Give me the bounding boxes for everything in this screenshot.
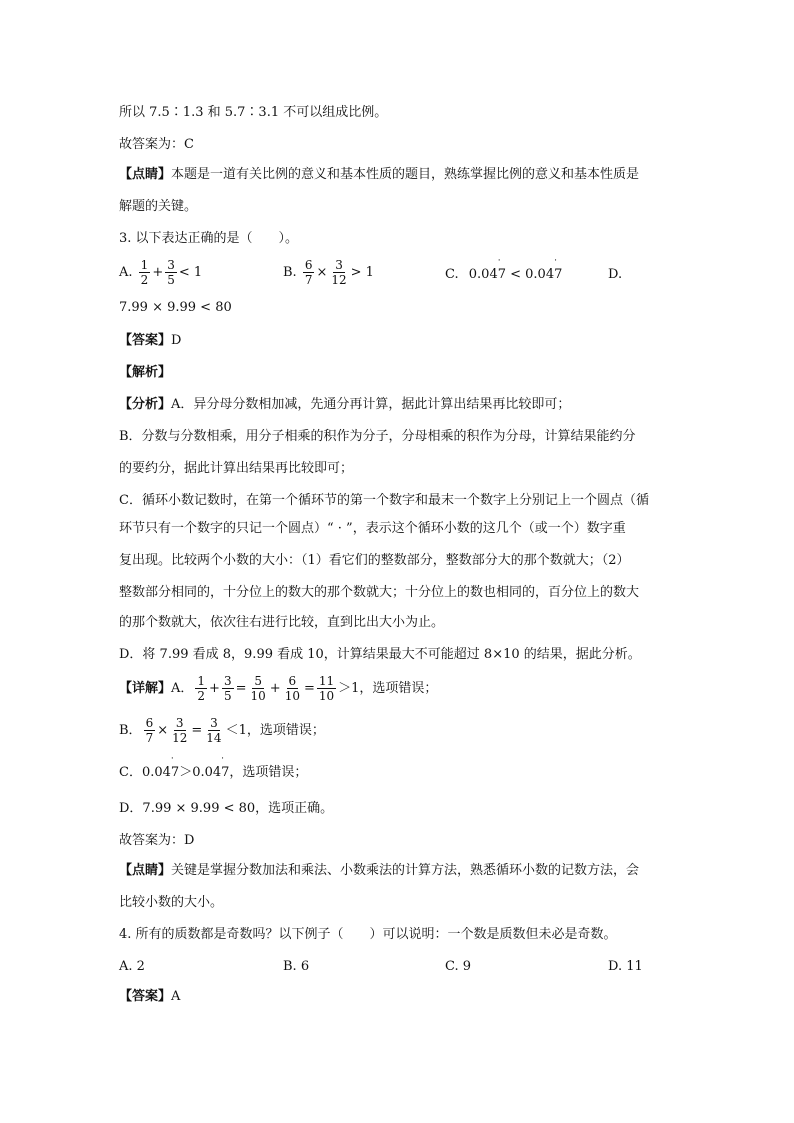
fraction: $\frac{3}{12}$ xyxy=(331,258,347,287)
option-c: C. 9 xyxy=(445,959,472,974)
fraction: $\frac{11}{10}$ xyxy=(318,674,335,703)
text-line xyxy=(119,166,639,184)
option-d: D. 11 xyxy=(608,959,643,974)
tag-answer: 【答案】 xyxy=(119,333,172,348)
answer-line xyxy=(119,988,180,1006)
tag-dianjing: 【点睛】 xyxy=(119,863,172,878)
detail-b: B． $\frac{6}{7}$ × $\frac{3}{12}$ = $\frac{3}{14}$ ＜1，选项错误； xyxy=(119,716,325,745)
text-line: 环节只有一个数字的只记一个圆点）“ · ”，表示这个循环小数的这几个（或一个）数字重 xyxy=(119,521,626,536)
text-line: 的那个数就大，依次往右进行比较，直到比出大小为止。 xyxy=(119,615,445,630)
detail-a: 【详解】A． $\frac{1}{2}$ + $\frac{3}{5}$ = $\frac{5}{10}$ + $\frac{6}{10}$ = $\frac{11}{10}$ ＞1，选项错误； xyxy=(119,674,438,703)
text-line: B．分数与分数相乘，用分子相乘的积作为分子，分母相乘的积作为分母，计算结果能约分 xyxy=(119,429,636,444)
text-line: 整数部分相同的，十分位上的数大的那个数就大；十分位上的数也相同的，百分位上的数大 xyxy=(119,585,640,600)
tag-xiangjie: 【详解】 xyxy=(119,681,172,696)
fraction: $\frac{6}{7}$ xyxy=(145,716,154,745)
fraction: $\frac{3}{14}$ xyxy=(206,716,222,745)
fraction: $\frac{5}{10}$ xyxy=(250,674,266,703)
option-label: A. xyxy=(119,265,133,280)
detail-d: D．7.99 × 9.99 < 80，选项正确。 xyxy=(119,801,334,816)
fraction: $\frac{6}{7}$ xyxy=(304,258,313,287)
option-label: B. xyxy=(283,265,297,280)
fraction: $\frac{1}{2}$ xyxy=(140,258,149,287)
option-b: B. $\frac{6}{7}$ × $\frac{3}{12}$ > 1 xyxy=(283,258,374,287)
repeating-digit: · 7 xyxy=(170,754,180,780)
repeating-digit: · 7 xyxy=(221,754,230,780)
tag-fenxi: 【分析】 xyxy=(119,397,172,412)
fraction: $\frac{6}{10}$ xyxy=(284,674,300,703)
text-line: 解题的关键。 xyxy=(119,199,198,214)
tag-answer: 【答案】 xyxy=(119,989,172,1004)
text-line: 故答案为：C xyxy=(119,137,194,152)
text-line: 的要约分，据此计算出结果再比较即可； xyxy=(119,461,354,476)
text-line: 复出现。比较两个小数的大小：（1）看它们的整数部分，整数部分大的那个数就大；（2） xyxy=(119,553,630,568)
answer-line xyxy=(119,332,181,350)
question-3: 3. 以下表达正确的是（ ）。 xyxy=(119,231,299,246)
fraction: $\frac{3}{5}$ xyxy=(223,674,232,703)
text-line: 故答案为：D xyxy=(119,833,195,848)
detail-c: C．0.04 · 7＞0.04 · 7，选项错误； xyxy=(119,754,308,780)
tag-dianjing: 【点睛】 xyxy=(119,167,172,182)
option-d-expression: 7.99 × 9.99 < 80 xyxy=(119,300,232,315)
option-a: A. $\frac{1}{2}$ + $\frac{3}{5}$ < 1 xyxy=(119,258,203,287)
text-line: D．将 7.99 看成 8，9.99 看成 10，计算结果最大不可能超过 8×10 的结果，据此分析。 xyxy=(119,647,641,662)
repeating-digit: · 7 xyxy=(497,256,506,282)
option-b: B. 6 xyxy=(283,959,310,974)
fraction: $\frac{1}{2}$ xyxy=(197,674,206,703)
text-line: 【分析】A．异分母分数相加减，先通分再计算，据此计算出结果再比较即可； xyxy=(119,397,571,412)
text-line: 【点睛】关键是掌握分数加法和乘法、小数乘法的计算方法，熟悉循环小数的记数方法，会 xyxy=(119,863,640,878)
option-label: C. xyxy=(445,267,459,282)
text-line: 比较小数的大小。 xyxy=(119,895,224,910)
question-4: 4. 所有的质数都是奇数吗？以下例子（ ）可以说明：一个数是质数但未必是奇数。 xyxy=(119,927,617,942)
answer-value: A xyxy=(171,989,181,1004)
option-c: C. 0.04 · 7 < 0.04 · 7 xyxy=(445,256,563,282)
fraction: $\frac{3}{5}$ xyxy=(167,258,175,287)
text-line: 所以 7.5∶1.3 和 5.7∶3.1 不可以组成比例。 xyxy=(119,105,388,120)
tag-analysis: 【解析】 xyxy=(119,365,172,380)
repeating-digit: · 7 xyxy=(554,256,563,282)
answer-value: D xyxy=(171,333,182,348)
text: 本题是一道有关比例的意义和基本性质的题目，熟练掌握比例的意义和基本性质是 xyxy=(171,167,640,182)
text-line: C．循环小数记数时，在第一个循环节的第一个数字和最末一个数字上分别记上一个圆点（循 xyxy=(119,493,649,508)
option-d: D. xyxy=(608,267,623,282)
option-a: A. 2 xyxy=(119,959,145,974)
fraction: $\frac{3}{12}$ xyxy=(172,716,188,745)
